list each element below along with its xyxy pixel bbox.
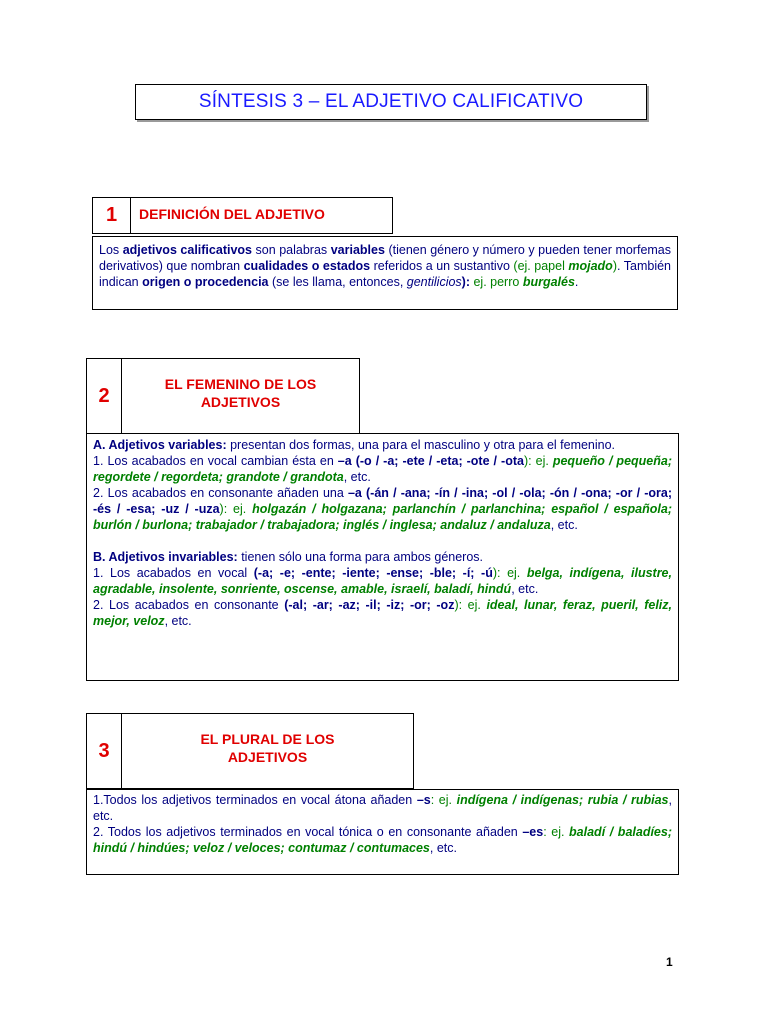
- section-1-title: DEFINICIÓN DEL ADJETIVO: [139, 205, 325, 222]
- document-title: SÍNTESIS 3 – EL ADJETIVO CALIFICATIVO: [198, 91, 584, 112]
- page-number: 1: [666, 955, 673, 969]
- section-3-title: EL PLURAL DE LOS ADJETIVOS: [200, 731, 335, 765]
- section-2-feminine-rules: A. Adjetivos variables: presentan dos formas, una para el masculino y otra para el femenino. 1. Los acabados en vocal cambian ésta en –a (-o / -a; -ete / -eta; -ote / -ota): ej. pequeño / pequeña; regordete / regordeta; grandote / grandota, etc. 2. Los acabados en consonante añaden una –a (-án / -ana; -ín / -ina; -ol / -ola; -ón / -ona; -or / -ora; -és / -esa; -uz / -uza): ej. holgazán / holgazana; parlanchín / parlanchina; español / española; burlón / burlona; trabajador / trabajadora; inglés / inglesa; andaluz / andaluza, etc. B. Adjetivos invariables: tienen sólo una forma para ambos géneros. 1. Los acabados en vocal (-a; -e; -ente; -iente; -ense; -ble; -í; -ú): ej. belga, indígena, ilustre, agradable, insolente, sonriente, oscense, amable, israelí, baladí, hindú, etc. 2. Los acabados en consonante (-al; -ar; -az; -il; -iz; -or; -oz): ej. ideal, lunar, feraz, pueril, feliz, mejor, veloz, etc.: [86, 433, 679, 681]
- document-title-box: [135, 84, 647, 120]
- section-2-number: 2: [87, 359, 122, 433]
- section-3-number: 3: [87, 714, 122, 788]
- section-1-number: 1: [93, 198, 131, 233]
- section-1-header: [92, 197, 393, 234]
- section-3-plural-rules: 1.Todos los adjetivos terminados en vocal átona añaden –s: ej. indígena / indígenas; rubia / rubias, etc. 2. Todos los adjetivos terminados en vocal tónica o en consonante añaden –es: ej. baladí / baladíes; hindú / hindúes; veloz / veloces; contumaz / contumaces, etc.: [86, 789, 679, 875]
- section-2-title: EL FEMENINO DE LOS ADJETIVOS: [164, 376, 317, 410]
- section-1-definition: Los adjetivos calificativos son palabras variables (tienen género y número y pueden tener morfemas derivativos) que nombran cualidades o estados referidos a un sustantivo (ej. papel mojado). También indican origen o procedencia (se les llama, entonces, gentilicios): ej. perro burgalés.: [92, 236, 678, 310]
- section-3-header: [86, 713, 414, 789]
- section-2-header: [86, 358, 360, 434]
